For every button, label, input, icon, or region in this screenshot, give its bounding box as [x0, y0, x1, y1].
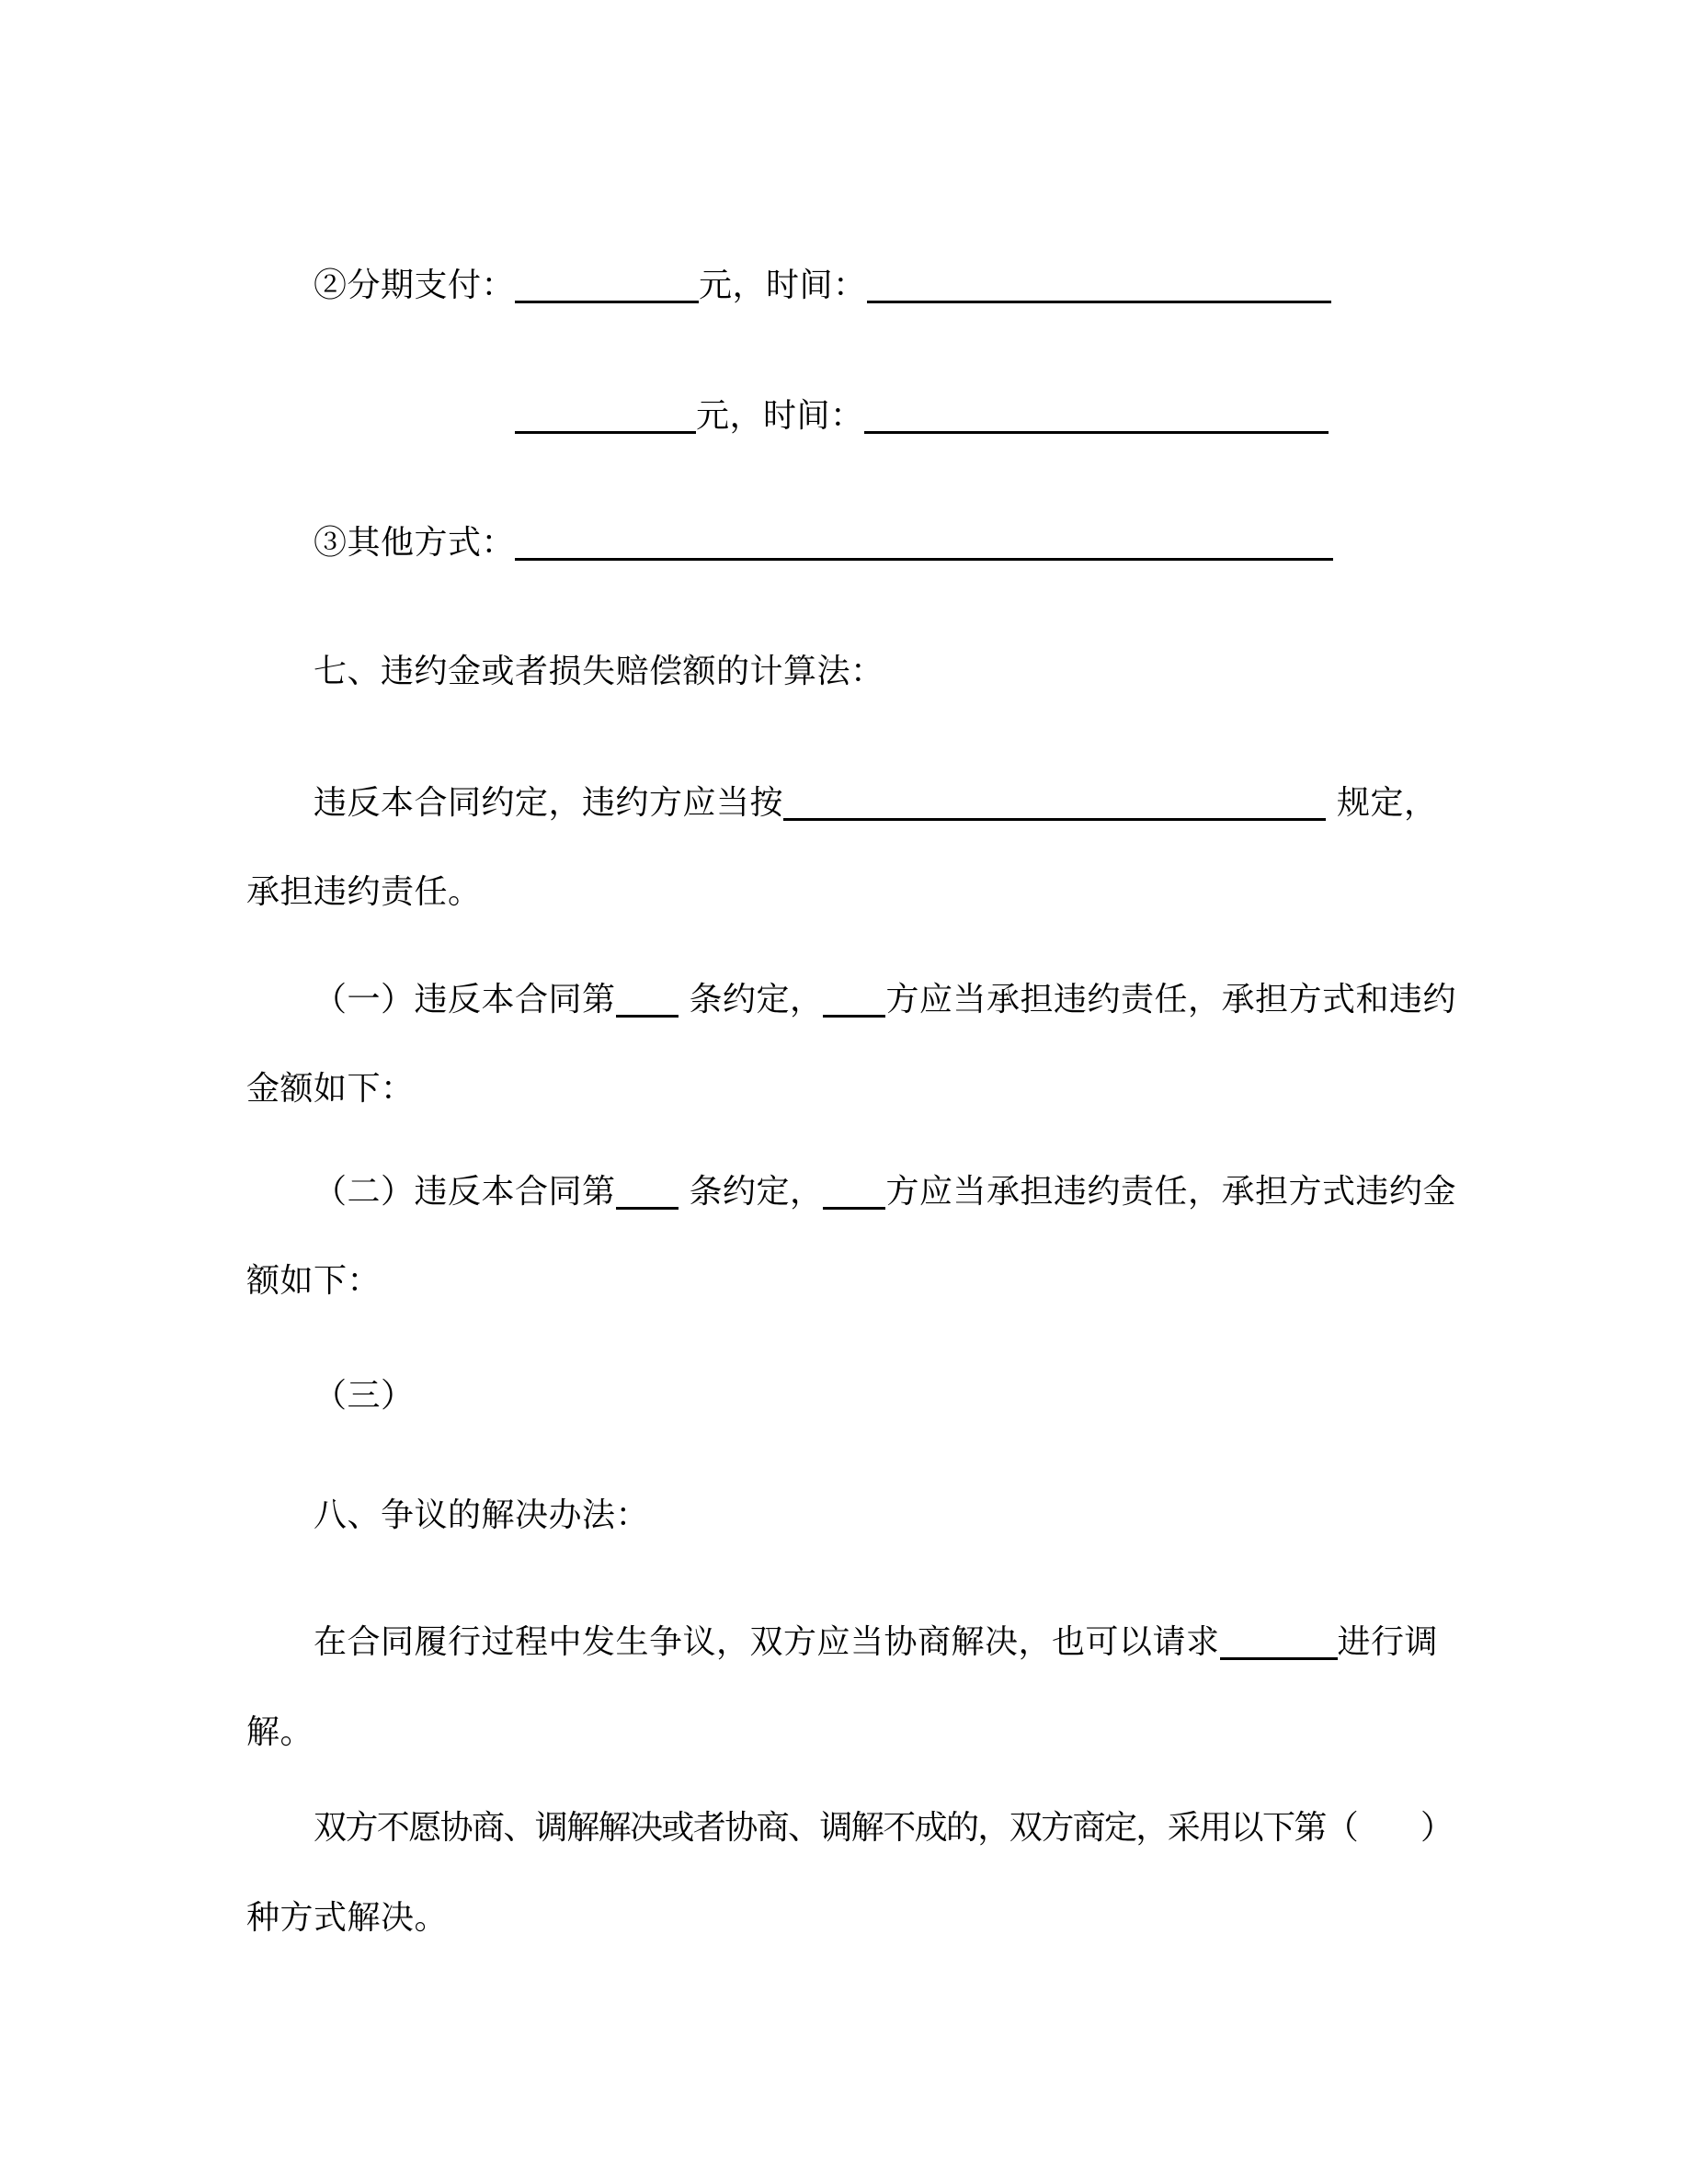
item2-mid: 条约定，: [678, 1173, 824, 1211]
party-blank-field: [823, 1207, 885, 1210]
mediation-pre: 在合同履行过程中发生争议，双方应当协商解决，也可以请求: [314, 1623, 1220, 1661]
unit-time-label: 元，时间：: [699, 267, 867, 304]
breach-item2-line-1: [314, 1171, 1456, 1213]
breach-paragraph-line-2: 承担违约责任。: [246, 873, 482, 911]
mediation-post: 进行调: [1337, 1623, 1439, 1661]
time-blank-field: [864, 431, 1329, 434]
installment-payment-line-1: [314, 265, 1331, 307]
section7-heading: 七、违约金或者损失赔偿额的计算法：: [314, 653, 884, 690]
party-blank-field: [823, 1015, 885, 1018]
unit-time-label: 元，时间：: [696, 397, 864, 435]
breach-item1-line-2: 金额如下：: [246, 1070, 415, 1108]
breach-paragraph-line-1: [314, 782, 1437, 825]
resolution-paragraph-line-1: 双方不愿协商、调解解决或者协商、调解不成的，双方商定，采用以下第（ ）: [314, 1809, 1453, 1847]
mediator-blank-field: [1220, 1657, 1338, 1660]
breach-para-post: 规定，: [1326, 784, 1438, 822]
breach-item3-line: （三）: [314, 1377, 415, 1415]
breach-item2-line-2: 额如下：: [246, 1262, 382, 1300]
other-method-line: [314, 522, 1333, 564]
resolution-paragraph-line-2: 种方式解决。: [246, 1899, 449, 1937]
item1-mid: 条约定，: [678, 981, 824, 1018]
regulation-blank-field: [783, 818, 1326, 821]
mediation-paragraph-line-1: [314, 1621, 1438, 1664]
other-method-blank-field: [515, 558, 1333, 561]
item1-pre: （一）违反本合同第: [314, 981, 616, 1018]
breach-item1-line-1: [314, 979, 1456, 1021]
breach-para-pre: 违反本合同约定，违约方应当按: [314, 784, 784, 822]
time-blank-field: [867, 301, 1331, 303]
mediation-paragraph-line-2: 解。: [246, 1713, 314, 1751]
item2-pre: （二）违反本合同第: [314, 1173, 616, 1211]
clause-number-blank-field: [616, 1015, 679, 1018]
installment-label: ②分期支付：: [314, 267, 516, 304]
item2-post: 方应当承担违约责任，承担方式违约金: [885, 1173, 1456, 1211]
other-method-label: ③其他方式：: [314, 524, 516, 562]
item1-post: 方应当承担违约责任，承担方式和违约: [885, 981, 1456, 1018]
amount-blank-field: [515, 431, 696, 434]
amount-blank-field: [515, 301, 699, 303]
installment-payment-line-2: [515, 395, 1329, 438]
section8-heading: 八、争议的解决办法：: [314, 1496, 650, 1534]
clause-number-blank-field: [616, 1207, 679, 1210]
